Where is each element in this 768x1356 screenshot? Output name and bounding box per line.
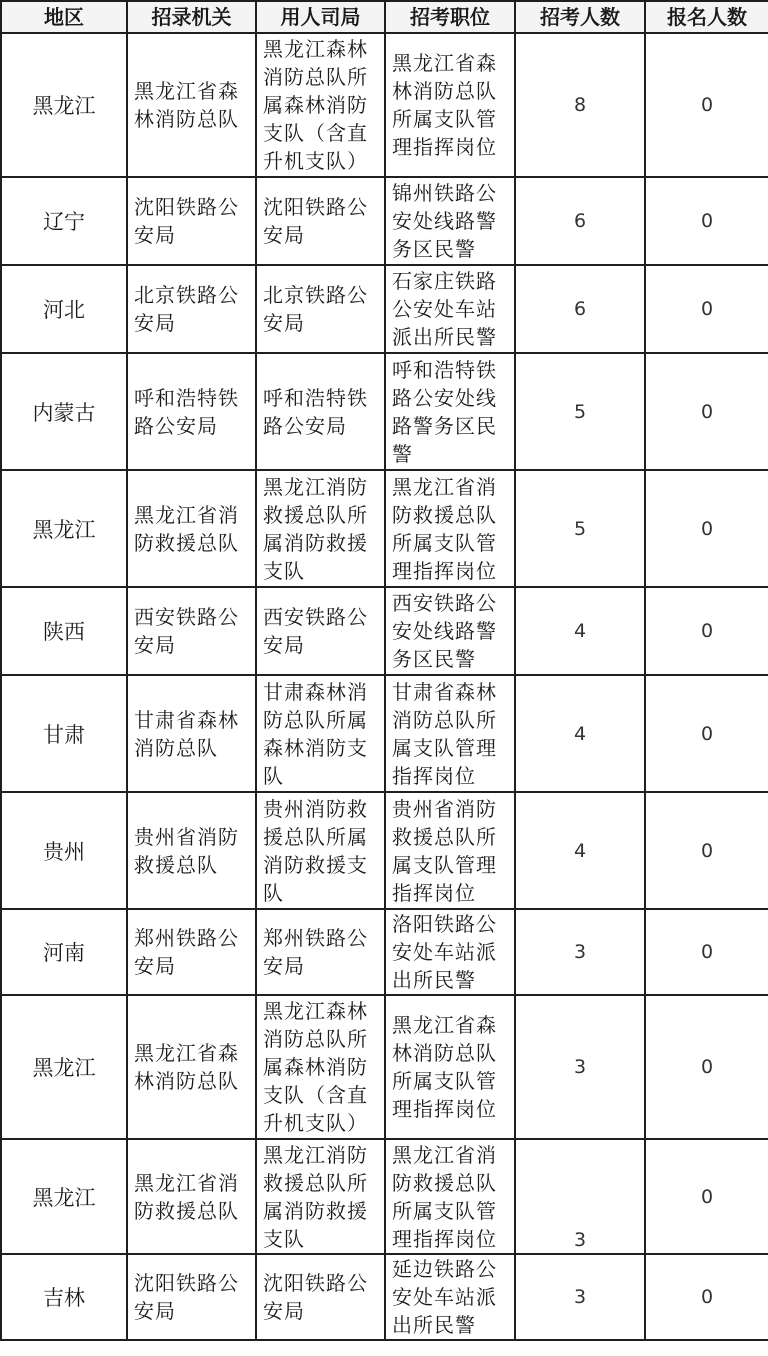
cell-agency: 沈阳铁路公安局 (127, 177, 256, 265)
table-row (1, 1139, 768, 1254)
table-row (1, 995, 768, 1139)
cell-position: 甘肃省森林消防总队所属支队管理指挥岗位 (385, 675, 515, 792)
cell-region: 陕西 (1, 587, 127, 675)
cell-position: 延边铁路公安处车站派出所民警 (385, 1254, 515, 1340)
cell-position: 石家庄铁路公安处车站派出所民警 (385, 265, 515, 353)
cell-quota: 4 (515, 675, 645, 792)
cell-agency: 甘肃省森林消防总队 (127, 675, 256, 792)
cell-region: 甘肃 (1, 675, 127, 792)
cell-quota: 5 (515, 353, 645, 470)
cell-bureau: 沈阳铁路公安局 (256, 1254, 385, 1340)
cell-bureau: 黑龙江森林消防总队所属森林消防支队（含直升机支队） (256, 33, 385, 177)
cell-quota: 3 (515, 1139, 645, 1254)
cell-quota: 4 (515, 587, 645, 675)
cell-region: 内蒙古 (1, 353, 127, 470)
cell-agency: 黑龙江省森林消防总队 (127, 33, 256, 177)
cell-agency: 贵州省消防救援总队 (127, 792, 256, 909)
cell-agency: 西安铁路公安局 (127, 587, 256, 675)
cell-bureau: 黑龙江森林消防总队所属森林消防支队（含直升机支队） (256, 995, 385, 1139)
cell-position: 呼和浩特铁路公安处线路警务区民警 (385, 353, 515, 470)
cell-quota: 3 (515, 909, 645, 995)
cell-applicants: 0 (645, 1139, 768, 1254)
table-row (1, 33, 768, 177)
table-row (1, 470, 768, 587)
cell-applicants: 0 (645, 177, 768, 265)
cell-bureau: 甘肃森林消防总队所属森林消防支队 (256, 675, 385, 792)
cell-bureau: 黑龙江消防救援总队所属消防救援支队 (256, 470, 385, 587)
cell-position: 黑龙江省消防救援总队所属支队管理指挥岗位 (385, 470, 515, 587)
cell-region: 吉林 (1, 1254, 127, 1340)
cell-region: 贵州 (1, 792, 127, 909)
cell-region: 黑龙江 (1, 470, 127, 587)
cell-agency: 黑龙江省消防救援总队 (127, 1139, 256, 1254)
table-row (1, 177, 768, 265)
table-row (1, 587, 768, 675)
cell-applicants: 0 (645, 1254, 768, 1340)
cell-bureau: 郑州铁路公安局 (256, 909, 385, 995)
cell-position: 贵州省消防救援总队所属支队管理指挥岗位 (385, 792, 515, 909)
cell-applicants: 0 (645, 265, 768, 353)
table-header-row (1, 1, 768, 33)
header-region: 地区 (1, 1, 127, 33)
cell-region: 河南 (1, 909, 127, 995)
cell-region: 黑龙江 (1, 33, 127, 177)
cell-bureau: 贵州消防救援总队所属消防救援支队 (256, 792, 385, 909)
cell-agency: 北京铁路公安局 (127, 265, 256, 353)
cell-quota: 3 (515, 1254, 645, 1340)
cell-applicants: 0 (645, 470, 768, 587)
cell-quota: 3 (515, 995, 645, 1139)
cell-region: 河北 (1, 265, 127, 353)
header-bureau: 用人司局 (256, 1, 385, 33)
cell-quota: 5 (515, 470, 645, 587)
cell-quota: 4 (515, 792, 645, 909)
cell-agency: 沈阳铁路公安局 (127, 1254, 256, 1340)
header-position: 招考职位 (385, 1, 515, 33)
cell-agency: 黑龙江省消防救援总队 (127, 470, 256, 587)
cell-applicants: 0 (645, 909, 768, 995)
cell-region: 黑龙江 (1, 995, 127, 1139)
cell-applicants: 0 (645, 792, 768, 909)
cell-applicants: 0 (645, 587, 768, 675)
cell-position: 西安铁路公安处线路警务区民警 (385, 587, 515, 675)
table-row (1, 353, 768, 470)
table-row (1, 792, 768, 909)
cell-applicants: 0 (645, 995, 768, 1139)
cell-bureau: 黑龙江消防救援总队所属消防救援支队 (256, 1139, 385, 1254)
table-row (1, 909, 768, 995)
cell-bureau: 沈阳铁路公安局 (256, 177, 385, 265)
header-applicants: 报名人数 (645, 1, 768, 33)
cell-agency: 郑州铁路公安局 (127, 909, 256, 995)
cell-position: 黑龙江省消防救援总队所属支队管理指挥岗位 (385, 1139, 515, 1254)
cell-applicants: 0 (645, 353, 768, 470)
cell-position: 锦州铁路公安处线路警务区民警 (385, 177, 515, 265)
table-row (1, 1254, 768, 1340)
cell-agency: 黑龙江省森林消防总队 (127, 995, 256, 1139)
cell-applicants: 0 (645, 33, 768, 177)
cell-bureau: 西安铁路公安局 (256, 587, 385, 675)
cell-position: 黑龙江省森林消防总队所属支队管理指挥岗位 (385, 33, 515, 177)
cell-applicants: 0 (645, 675, 768, 792)
cell-position: 洛阳铁路公安处车站派出所民警 (385, 909, 515, 995)
table-row (1, 265, 768, 353)
cell-region: 黑龙江 (1, 1139, 127, 1254)
cell-agency: 呼和浩特铁路公安局 (127, 353, 256, 470)
cell-quota: 6 (515, 265, 645, 353)
cell-bureau: 呼和浩特铁路公安局 (256, 353, 385, 470)
cell-bureau: 北京铁路公安局 (256, 265, 385, 353)
header-agency: 招录机关 (127, 1, 256, 33)
cell-quota: 8 (515, 33, 645, 177)
table-row (1, 675, 768, 792)
header-quota: 招考人数 (515, 1, 645, 33)
cell-quota: 6 (515, 177, 645, 265)
cell-position: 黑龙江省森林消防总队所属支队管理指挥岗位 (385, 995, 515, 1139)
cell-region: 辽宁 (1, 177, 127, 265)
